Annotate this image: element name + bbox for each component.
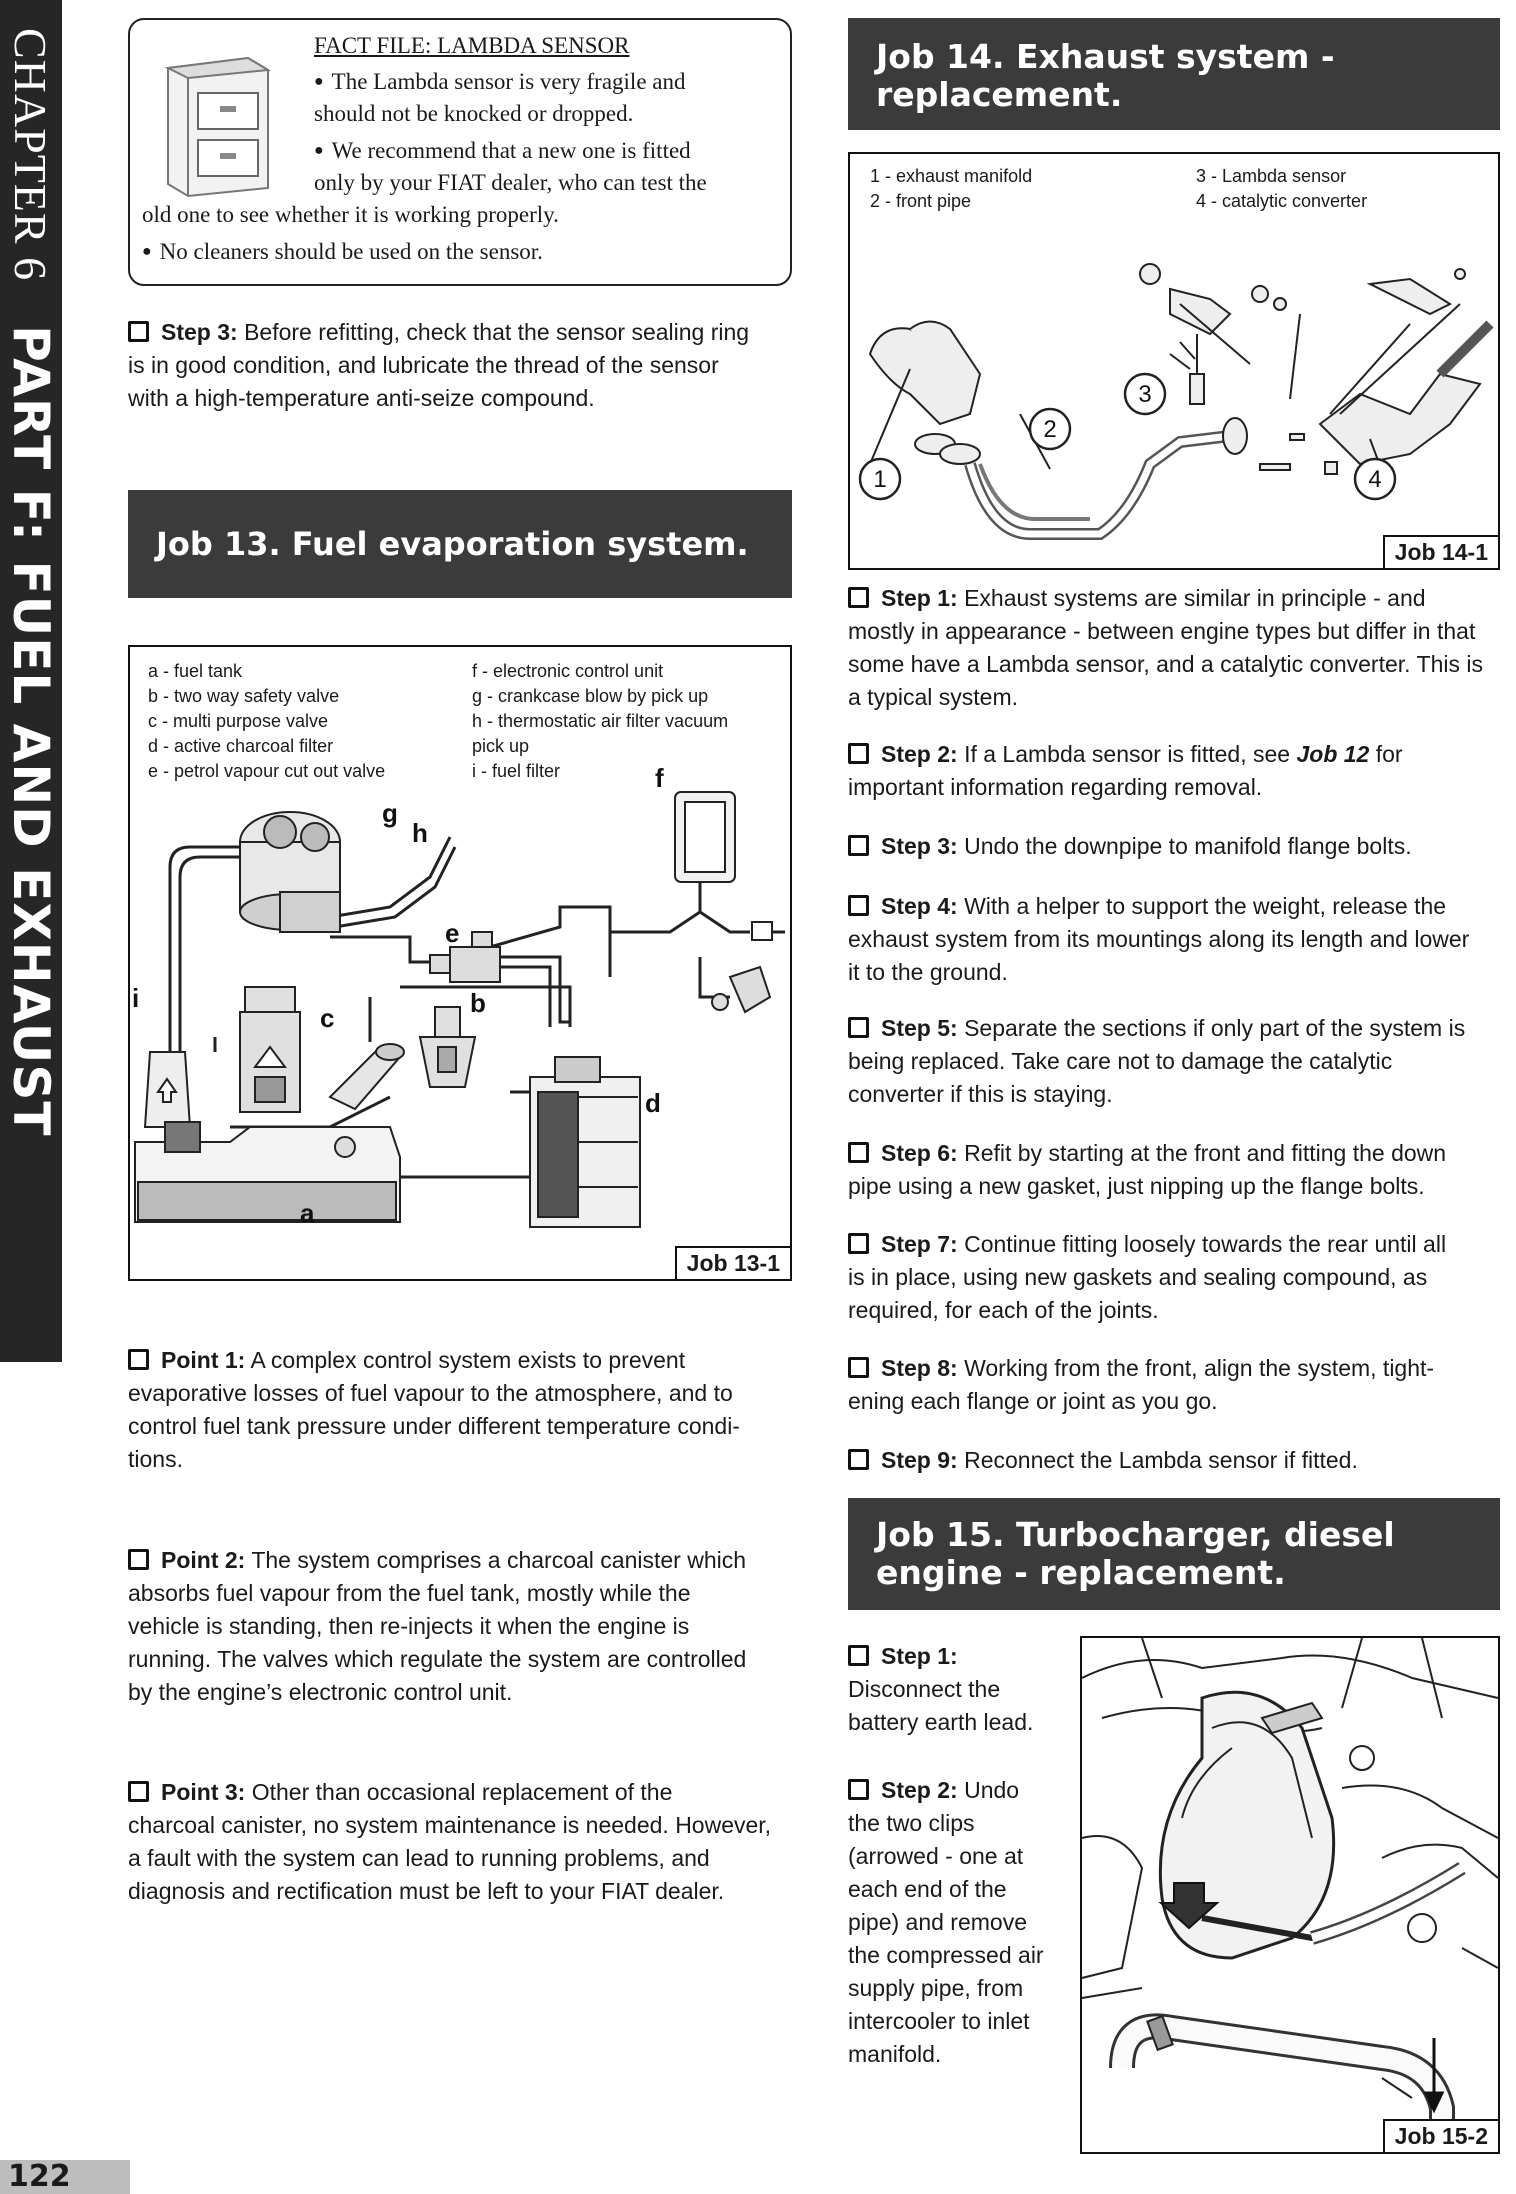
job-14-step-5 xyxy=(848,1012,1465,1111)
step-text: With a helper to support the weight, release the xyxy=(964,893,1447,919)
checkbox-icon xyxy=(848,895,869,916)
checkbox-icon xyxy=(128,1549,149,1570)
step-text: ening each flange or joint as you go. xyxy=(848,1388,1218,1414)
fact-file-box xyxy=(128,18,792,286)
fact-bullet-3: ● No cleaners should be used on the sensor. xyxy=(142,236,543,271)
legend-item: e - petrol vapour cut out valve xyxy=(148,761,386,781)
turbocharger-pipe-drawing xyxy=(1082,1638,1498,2152)
job-14-legend-left xyxy=(870,164,1032,214)
fact-bullet-1-line-1: ● The Lambda sensor is very fragile and xyxy=(314,66,686,101)
checkbox-icon xyxy=(848,835,869,856)
point-text: running. The valves which regulate the system are controlled xyxy=(128,1646,747,1672)
step-text: Before refitting, check that the sensor sealing ring xyxy=(244,319,750,345)
legend-item: d - active charcoal filter xyxy=(148,736,334,756)
job-reference: Job 12 xyxy=(1296,741,1370,767)
step-text: Working from the front, align the system, tight- xyxy=(964,1355,1435,1381)
legend-item: 3 - Lambda sensor xyxy=(1196,166,1347,186)
step-text: Undo the downpipe to manifold flange bolts. xyxy=(964,833,1412,859)
callout-3: 3 xyxy=(1138,381,1152,408)
callout-2: 2 xyxy=(1043,416,1057,443)
legend-item: f - electronic control unit xyxy=(472,661,664,681)
job-13-header: Job 13. Fuel evaporation system. xyxy=(128,490,792,598)
job-14-figure xyxy=(848,152,1500,570)
step-text: being replaced. Take care not to damage the catalytic xyxy=(848,1048,1393,1074)
step-text: each end of the xyxy=(848,1876,1007,1902)
checkbox-icon xyxy=(848,1449,869,1470)
point-text: absorbs fuel vapour from the fuel tank, mostly while the xyxy=(128,1580,691,1606)
point-text: by the engine’s electronic control unit. xyxy=(128,1679,513,1705)
job-14-step-3 xyxy=(848,830,1412,863)
point-label: Point 1: xyxy=(161,1347,246,1373)
job-14-step-7 xyxy=(848,1228,1446,1327)
diagram-label-b: b xyxy=(470,988,486,1018)
legend-item: h - thermostatic air filter vacuum xyxy=(472,711,729,731)
sidebar-text xyxy=(2,28,60,1358)
checkbox-icon xyxy=(848,743,869,764)
figure-label-job-15-2: Job 15-2 xyxy=(1383,2119,1498,2152)
step-text: is in good condition, and lubricate the thread of the sensor xyxy=(128,352,719,378)
step-label: Step 3: xyxy=(161,319,238,345)
step-label: Step 2: xyxy=(881,741,958,767)
fact-bullet-2-line-2: only by your FIAT dealer, who can test the xyxy=(314,170,707,195)
fact-bullet-2-line-1: ● We recommend that a new one is fitted xyxy=(314,135,691,170)
fact-file-title: FACT FILE: LAMBDA SENSOR xyxy=(314,33,630,58)
step-text: battery earth lead. xyxy=(848,1709,1034,1735)
step-label: Step 7: xyxy=(881,1231,958,1257)
page-number: 122 xyxy=(0,2160,130,2194)
checkbox-icon xyxy=(128,321,149,342)
fact-bullet-2-line-3: old one to see whether it is working properly. xyxy=(142,202,559,227)
step-text: is in place, using new gaskets and sealing compound, as xyxy=(848,1264,1428,1290)
job-13-legend-left xyxy=(148,659,385,784)
legend-item: a - fuel tank xyxy=(148,661,243,681)
checkbox-icon xyxy=(848,1233,869,1254)
job-14-step-9 xyxy=(848,1444,1358,1477)
chapter-label: CHAPTER 6 xyxy=(5,28,57,282)
job-13-legend-right xyxy=(472,659,728,784)
checkbox-icon xyxy=(848,587,869,608)
step-text: (arrowed - one at xyxy=(848,1843,1024,1869)
step-text: pipe) and remove xyxy=(848,1909,1027,1935)
step-text: Disconnect the xyxy=(848,1676,1001,1702)
exhaust-system-diagram xyxy=(850,214,1498,564)
job-13-point-1 xyxy=(128,1344,740,1476)
step-text: a typical system. xyxy=(848,684,1018,710)
diagram-label-e: e xyxy=(445,918,460,948)
job-14-step-6 xyxy=(848,1137,1446,1203)
point-text: diagnosis and rectification must be left to your FIAT dealer. xyxy=(128,1878,725,1904)
job-15-step-2 xyxy=(848,1774,1044,2071)
step-label: Step 1: xyxy=(881,585,958,611)
figure-label-job-14-1: Job 14-1 xyxy=(1383,535,1498,568)
step-label: Step 5: xyxy=(881,1015,958,1041)
figure-label-job-13-1: Job 13-1 xyxy=(675,1246,790,1279)
step-text: intercooler to inlet xyxy=(848,2008,1030,2034)
point-text: tions. xyxy=(128,1446,183,1472)
legend-item: pick up xyxy=(472,736,530,756)
step-text: Continue fitting loosely towards the rear until all xyxy=(964,1231,1447,1257)
job-14-title-line-1: Job 14. Exhaust system - xyxy=(876,37,1335,76)
step-label: Step 1: xyxy=(881,1643,958,1669)
point-label: Point 2: xyxy=(161,1547,246,1573)
checkbox-icon xyxy=(128,1349,149,1370)
diagram-label-a: a xyxy=(300,1198,315,1228)
checkbox-icon xyxy=(848,1645,869,1666)
job-15-title-line-1: Job 15. Turbocharger, diesel xyxy=(876,1515,1395,1554)
job-14-legend-right xyxy=(1196,164,1367,214)
point-label: Point 3: xyxy=(161,1779,246,1805)
step-label: Step 9: xyxy=(881,1447,958,1473)
chapter-sidebar xyxy=(0,0,62,1362)
point-text: The system comprises a charcoal canister which xyxy=(251,1547,747,1573)
point-text: charcoal canister, no system maintenance is needed. However, xyxy=(128,1812,772,1838)
point-text: evaporative losses of fuel vapour to the atmosphere, and to xyxy=(128,1380,733,1406)
point-text: control fuel tank pressure under different temperature condi- xyxy=(128,1413,740,1439)
step-text: manifold. xyxy=(848,2041,942,2067)
step-text: it to the ground. xyxy=(848,959,1008,985)
job-15-header xyxy=(848,1498,1500,1610)
step-label: Step 4: xyxy=(881,893,958,919)
diagram-label-d: d xyxy=(645,1088,661,1118)
job-15-step-1 xyxy=(848,1640,1033,1739)
step-text: Undo xyxy=(964,1777,1020,1803)
left-step-3 xyxy=(128,316,749,415)
step-text: converter if this is staying. xyxy=(848,1081,1113,1107)
step-label: Step 3: xyxy=(881,833,958,859)
step-text: If a Lambda sensor is fitted, see xyxy=(964,741,1297,767)
legend-item: i - fuel filter xyxy=(472,761,561,781)
point-text: vehicle is standing, then re-injects it when the engine is xyxy=(128,1613,690,1639)
step-text: required, for each of the joints. xyxy=(848,1297,1159,1323)
checkbox-icon xyxy=(848,1142,869,1163)
diagram-label-h: h xyxy=(412,818,428,848)
job-15-figure xyxy=(1080,1636,1500,2154)
job-14-step-8 xyxy=(848,1352,1434,1418)
legend-item: 1 - exhaust manifold xyxy=(870,166,1033,186)
step-label: Step 6: xyxy=(881,1140,958,1166)
step-text: Exhaust systems are similar in principle - and xyxy=(964,585,1426,611)
step-text: exhaust system from its mountings along its length and lower xyxy=(848,926,1470,952)
legend-item: c - multi purpose valve xyxy=(148,711,329,731)
legend-item: g - crankcase blow by pick up xyxy=(472,686,709,706)
point-text: A complex control system exists to prevent xyxy=(250,1347,686,1373)
diagram-label-g: g xyxy=(382,798,398,828)
step-text: important information regarding removal. xyxy=(848,774,1263,800)
step-text: pipe using a new gasket, just nipping up the flange bolts. xyxy=(848,1173,1425,1199)
point-text: Other than occasional replacement of the xyxy=(251,1779,673,1805)
callout-4: 4 xyxy=(1368,466,1382,493)
diagram-label-i: i xyxy=(132,983,140,1013)
step-text: the compressed air xyxy=(848,1942,1044,1968)
fact-bullet-1-line-2: should not be knocked or dropped. xyxy=(314,101,634,126)
job-13-figure xyxy=(128,645,792,1281)
step-text: Reconnect the Lambda sensor if fitted. xyxy=(964,1447,1358,1473)
step-text: Separate the sections if only part of the system is xyxy=(964,1015,1466,1041)
point-text: a fault with the system can lead to running problems, and xyxy=(128,1845,710,1871)
checkbox-icon xyxy=(848,1779,869,1800)
checkbox-icon xyxy=(848,1017,869,1038)
step-text: for xyxy=(1369,741,1403,767)
step-text: supply pipe, from xyxy=(848,1975,1024,2001)
diagram-label-c: c xyxy=(320,1003,335,1033)
step-text: Refit by starting at the front and fitting the down xyxy=(964,1140,1447,1166)
checkbox-icon xyxy=(848,1357,869,1378)
step-text: some have a Lambda sensor, and a catalytic converter. This is xyxy=(848,651,1483,677)
job-13-point-3 xyxy=(128,1776,771,1908)
job-14-step-4 xyxy=(848,890,1469,989)
job-14-step-2 xyxy=(848,738,1403,804)
part-title: PART F: FUEL AND EXHAUST xyxy=(2,325,60,1137)
diagram-label-f: f xyxy=(655,763,664,793)
step-text: with a high-temperature anti-seize compound. xyxy=(128,385,595,411)
step-label: Step 8: xyxy=(881,1355,958,1381)
step-label: Step 2: xyxy=(881,1777,958,1803)
filing-cabinet-icon xyxy=(158,48,278,198)
legend-item: 2 - front pipe xyxy=(870,191,972,211)
job-14-step-1 xyxy=(848,582,1483,714)
job-15-title-line-2: engine - replacement. xyxy=(876,1553,1286,1592)
job-14-header xyxy=(848,18,1500,130)
legend-item: b - two way safety valve xyxy=(148,686,340,706)
legend-item: 4 - catalytic converter xyxy=(1196,191,1368,211)
step-text: the two clips xyxy=(848,1810,975,1836)
callout-1: 1 xyxy=(873,466,887,493)
checkbox-icon xyxy=(128,1781,149,1802)
job-13-point-2 xyxy=(128,1544,746,1709)
job-14-title-line-2: replacement. xyxy=(876,75,1123,114)
step-text: mostly in appearance - between engine types but differ in that xyxy=(848,618,1476,644)
